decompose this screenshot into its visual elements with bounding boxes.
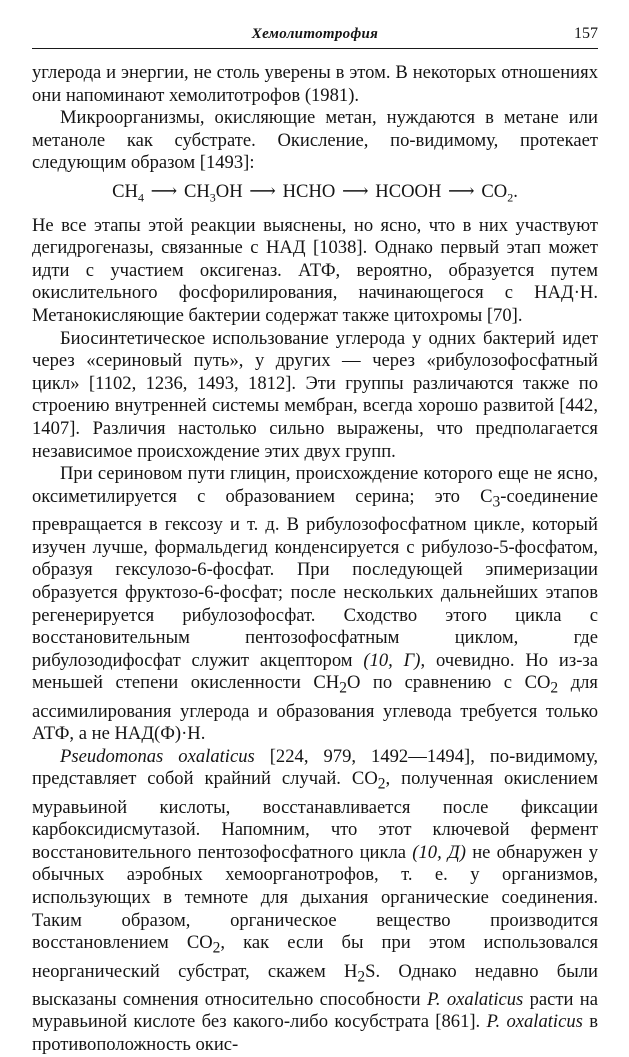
eq-hcho: HCHO (282, 180, 336, 202)
p6-sub-2: 2 (212, 939, 221, 957)
eq-ch3oh-b: OH (215, 180, 243, 202)
p5-text-b: -соединение превращается в гексозу и т. д. В рибулозофосфатном цикле, который изучен лучше, формальдегид конденсируется с рибулозо-5-фосфатом, образуя гексулозо-6-фосфат. При последующей эпимеризации образуется фруктозо-6-фосфат; после нескольких дальнейших этапов регенерируется рибулозофосфат. Сходство этого цикла с восстановительным пентозофосфатным циклом, где рибулозодифосфат служит акцептором (32, 485, 598, 671)
paragraph-3: Не все этапы этой реакции выяснены, но ясно, что в них участвуют дегидрогеназы, связанные с НАД [1038]. Однако первый этап может идти с участием оксигеназ. АТФ, вероятно, образуется путем окислительного фосфорилирования, начинающегося с НАД·Н. Метанокисляющие бактерии содержат также цитохромы [70]. (32, 214, 598, 327)
p6-text-a: [224, 979, 1492—1494], по-видимому, представляет собой крайний случай. CO (32, 745, 598, 790)
p6-text-f: расти на муравьиной кислоте без какого-либо косубстрата [861]. (32, 988, 599, 1033)
p6-text-c: не обнаружен у обычных аэробных хемоорганотрофов, т. е. у организмов, использующих в темноте для дыхания органические соединения. Таким образом, органическое вещество производится восстановлением CO (32, 841, 598, 954)
p5-text-e: для ассимилирования углерода и образования углевода требуется только АТФ, а не НАД(Ф)·Н. (32, 672, 598, 745)
eq-ch3oh-a: CH (183, 180, 210, 202)
methane-oxidation-equation (32, 179, 598, 211)
page-body (32, 62, 598, 1057)
p6-text-e: S. Однако недавно были высказаны сомнения относительно способности (32, 960, 598, 1010)
paragraph-1: углерода и энергии, не столь уверены в этом. В некоторых отношениях они напоминают хемолитотрофов (1981). (32, 62, 598, 106)
p5-sub-1: 3 (492, 493, 501, 511)
p5-sub-3: 2 (550, 680, 559, 697)
p6-ref: (10, Д) (412, 841, 466, 863)
eq-co2: CO (481, 180, 508, 202)
p6-text-g: в противоположность окис- (32, 1011, 598, 1056)
paragraph-6 (32, 746, 598, 1057)
eq-ch3oh-sub: 3 (209, 190, 216, 205)
page-header (32, 22, 598, 49)
paragraph-4: Биосинтетическое использование углерода у одних бактерий идет через «сериновый путь», у других — через «рибулозофосфатный цикл» [1102, 1236, 1493, 1812]. Эти группы различаются также по строению внутренней системы мембран, всегда хорошо развитой [442, 1407]. Различия настолько сильно выражены, что предполагается независимое происхождение этих двух групп. (32, 327, 598, 462)
p5-text-a: При сериновом пути глицин, происхождение которого еще не ясно, оксиметилируется с образованием серина; это C (32, 463, 598, 507)
p6-sub-3: 2 (357, 968, 366, 986)
eq-arrow-3: ⟶ (341, 180, 369, 202)
p5-text-c: , очевидно. Но из-за меньшей степени окисленности CH (32, 649, 598, 694)
eq-end: . (513, 180, 518, 202)
p6-species-3: P. oxalaticus (486, 1011, 583, 1033)
p6-text-b: , полученная окислением муравьиной кислоты, восстанавливается после фиксации карбоксидисмутазой. Напомним, что этот ключевой фермент восстановительного пентозофосфатного цикла (32, 768, 598, 863)
page-number: 157 (574, 25, 598, 42)
eq-hcooh: HCOOH (375, 180, 442, 202)
p6-species-2: P. oxalaticus (426, 988, 524, 1010)
paragraph-5 (32, 463, 598, 746)
paragraph-2: Микроорганизмы, окисляющие метан, нуждаются в метане или метаноле как субстрате. Окисление, по-видимому, протекает следующим образом [1493]: (32, 107, 598, 174)
p6-text-d: , как если бы при этом использовался неорганический субстрат, скажем H (32, 932, 598, 982)
p6-species: Pseudomonas oxalaticus (60, 745, 255, 767)
p5-text-d: O по сравнению с CO (346, 672, 551, 694)
eq-ch4-sub: 4 (137, 190, 144, 205)
p5-ref-1: (10, Г) (363, 649, 421, 671)
eq-arrow-4: ⟶ (448, 180, 475, 202)
eq-arrow-1: ⟶ (150, 180, 178, 202)
running-title: Хемолитотрофия (251, 26, 379, 42)
eq-co2-sub: 2 (507, 190, 514, 205)
eq-arrow-2: ⟶ (249, 180, 276, 202)
eq-ch4: CH (112, 180, 138, 202)
p5-sub-2: 2 (339, 680, 347, 697)
p6-sub-1: 2 (377, 776, 386, 794)
